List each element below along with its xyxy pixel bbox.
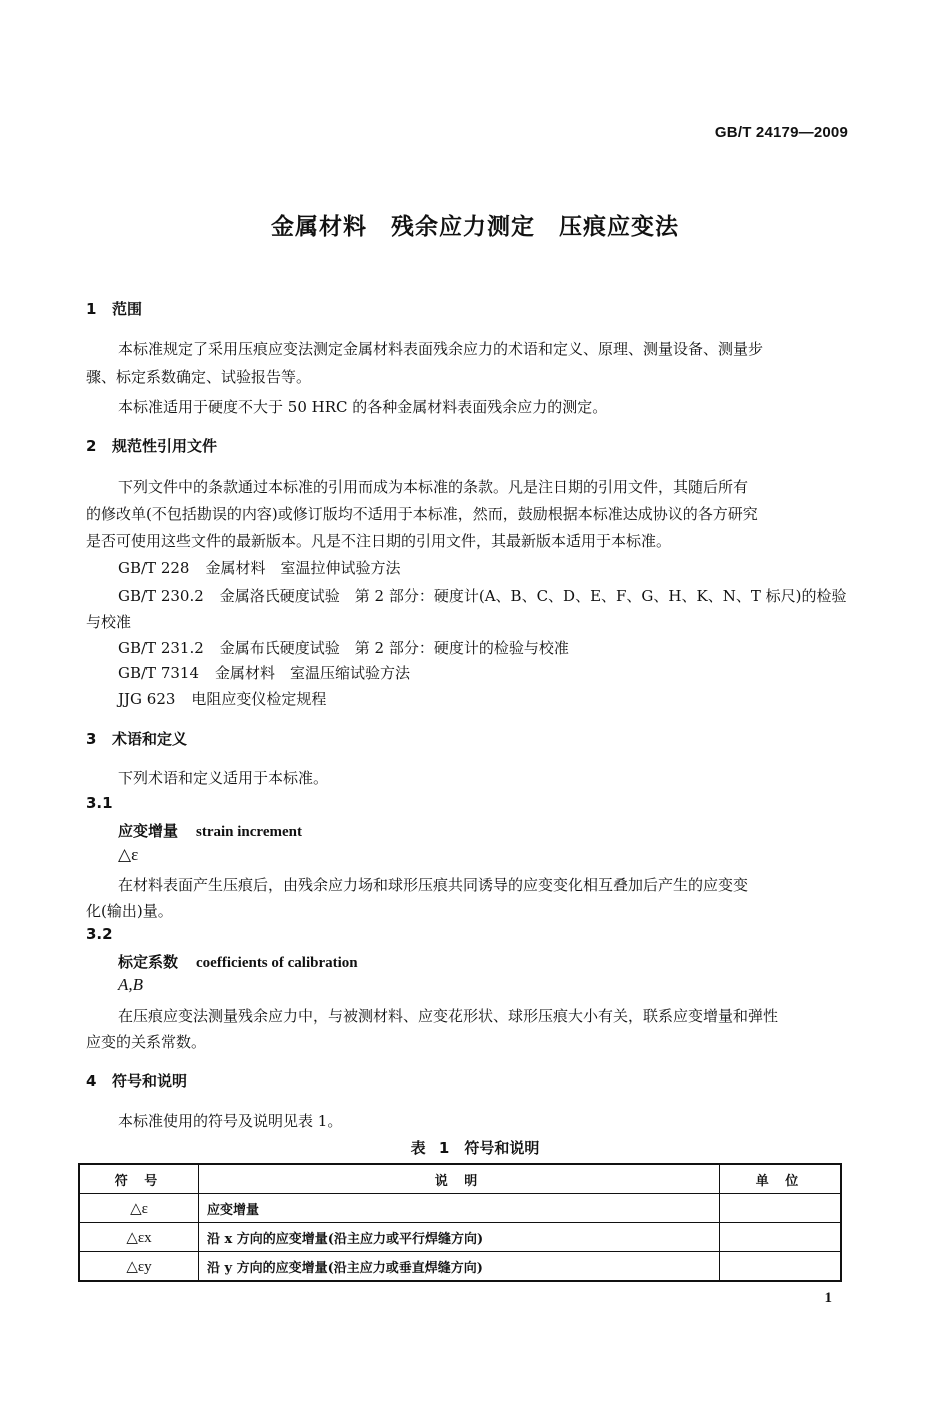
section-number: 2 bbox=[86, 437, 97, 455]
section-title: 符号和说明 bbox=[112, 1072, 188, 1090]
reference-code: GB/T 228 bbox=[118, 559, 190, 577]
section-title: 范围 bbox=[112, 300, 143, 318]
term-symbol: A,B bbox=[118, 975, 144, 994]
reference-continuation: 与校准 bbox=[86, 613, 132, 631]
column-header-unit: 单 位 bbox=[720, 1164, 842, 1194]
reference-title: 金属材料 室温压缩试验方法 bbox=[215, 664, 411, 682]
paragraph-line: 本标准规定了采用压痕应变法测定金属材料表面残余应力的术语和定义、原理、测量设备、测量步 bbox=[118, 340, 764, 358]
symbol-cell: △ε bbox=[79, 1194, 199, 1223]
description-cell: 应变增量 bbox=[199, 1194, 720, 1223]
table-row bbox=[79, 1223, 841, 1252]
term-zh: 应变增量 bbox=[118, 822, 179, 840]
term-entry bbox=[118, 951, 358, 972]
unit-cell bbox=[720, 1194, 842, 1223]
section-number: 4 bbox=[86, 1072, 97, 1090]
page-number: 1 bbox=[824, 1290, 832, 1306]
paragraph-line: 本标准使用的符号及说明见表 1。 bbox=[118, 1112, 343, 1130]
reference-item bbox=[118, 585, 846, 606]
term-number: 3.2 bbox=[86, 925, 113, 943]
reference-code: JJG 623 bbox=[118, 690, 176, 708]
term-zh: 标定系数 bbox=[118, 953, 179, 971]
reference-item bbox=[118, 662, 410, 683]
section-title: 术语和定义 bbox=[112, 730, 188, 748]
term-entry bbox=[118, 820, 302, 841]
symbols-table bbox=[78, 1163, 842, 1282]
table-title: 表 1 符号和说明 bbox=[410, 1139, 540, 1157]
description-cell: 沿 x 方向的应变增量(沿主应力或平行焊缝方向) bbox=[199, 1223, 720, 1252]
term-en: strain increment bbox=[196, 824, 302, 840]
paragraph-line: 是否可使用这些文件的最新版本。凡是不注日期的引用文件，其最新版本适用于本标准。 bbox=[86, 532, 672, 550]
term-symbol: △ε bbox=[118, 845, 139, 864]
column-header-description: 说 明 bbox=[199, 1164, 720, 1194]
unit-cell bbox=[720, 1252, 842, 1282]
section-number: 3 bbox=[86, 730, 97, 748]
document-code: GB/T 24179—2009 bbox=[714, 124, 848, 141]
section-4-heading bbox=[86, 1070, 187, 1091]
symbol-cell: △εy bbox=[79, 1252, 199, 1282]
reference-code: GB/T 230.2 bbox=[118, 587, 204, 605]
reference-item bbox=[118, 637, 569, 658]
paragraph-line: 下列文件中的条款通过本标准的引用而成为本标准的条款。凡是注日期的引用文件，其随后所有 bbox=[118, 478, 749, 496]
paragraph-line: 本标准适用于硬度不大于 50 HRC 的各种金属材料表面残余应力的测定。 bbox=[118, 398, 608, 416]
unit-cell bbox=[720, 1223, 842, 1252]
table-row bbox=[79, 1252, 841, 1282]
symbol-cell: △εx bbox=[79, 1223, 199, 1252]
reference-title: 金属材料 室温拉伸试验方法 bbox=[205, 559, 401, 577]
description-cell: 沿 y 方向的应变增量(沿主应力或垂直焊缝方向) bbox=[199, 1252, 720, 1282]
paragraph-line: 在材料表面产生压痕后，由残余应力场和球形压痕共同诱导的应变变化相互叠加后产生的应变变 bbox=[118, 876, 749, 894]
reference-code: GB/T 231.2 bbox=[118, 639, 204, 657]
term-number: 3.1 bbox=[86, 794, 113, 812]
section-2-heading bbox=[86, 435, 217, 456]
reference-title: 电阻应变仪检定规程 bbox=[191, 690, 327, 708]
paragraph-line: 应变的关系常数。 bbox=[86, 1033, 207, 1051]
section-3-heading bbox=[86, 728, 187, 749]
reference-item bbox=[118, 557, 400, 578]
term-en: coefficients of calibration bbox=[196, 955, 358, 971]
paragraph-line: 在压痕应变法测量残余应力中，与被测材料、应变花形状、球形压痕大小有关，联系应变增量和弹性 bbox=[118, 1007, 779, 1025]
section-1-heading bbox=[86, 298, 142, 319]
page-title: 金属材料 残余应力测定 压痕应变法 bbox=[271, 214, 679, 240]
column-header-symbol: 符 号 bbox=[79, 1164, 199, 1194]
section-title: 规范性引用文件 bbox=[112, 437, 218, 455]
paragraph-line: 下列术语和定义适用于本标准。 bbox=[118, 769, 329, 787]
reference-code: GB/T 7314 bbox=[118, 664, 200, 682]
table-row bbox=[79, 1194, 841, 1223]
section-number: 1 bbox=[86, 300, 97, 318]
paragraph-line: 的修改单(不包括勘误的内容)或修订版均不适用于本标准，然而，鼓励根据本标准达成协议的各方研究 bbox=[86, 505, 758, 523]
reference-title: 金属洛氏硬度试验 第 2 部分：硬度计(A、B、C、D、E、F、G、H、K、N、T 标尺)的检验 bbox=[219, 587, 847, 605]
reference-title: 金属布氏硬度试验 第 2 部分：硬度计的检验与校准 bbox=[219, 639, 569, 657]
paragraph-line: 化(输出)量。 bbox=[86, 902, 173, 920]
reference-item bbox=[118, 688, 326, 709]
paragraph-line: 骤、标定系数确定、试验报告等。 bbox=[86, 368, 312, 386]
table-header-row bbox=[79, 1164, 841, 1194]
